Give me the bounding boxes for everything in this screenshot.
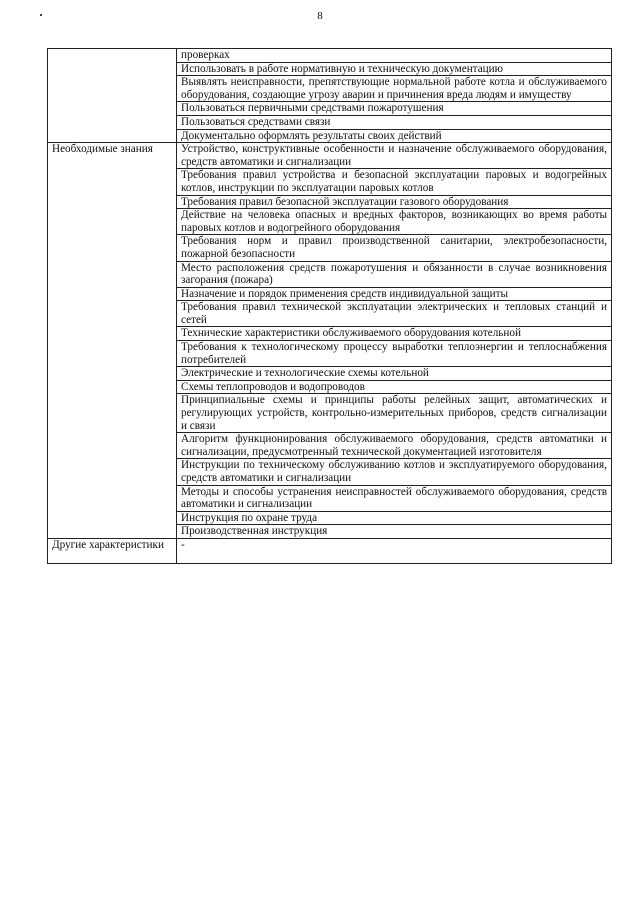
requirement-item: Производственная инструкция	[177, 525, 612, 539]
requirement-item: Назначение и порядок применения средств индивидуальной защиты	[177, 287, 612, 301]
requirement-item: проверках	[177, 49, 612, 63]
requirement-item: -	[177, 538, 612, 563]
requirement-item: Место расположения средств пожаротушения и обязанности в случае возникновения загорания (пожара)	[177, 261, 612, 287]
table-row	[48, 538, 612, 563]
section-label	[48, 49, 177, 143]
requirement-item: Алгоритм функционирования обслуживаемого оборудования, средств автоматики и сигнализации, предусмотренный технической документацией изготовителя	[177, 433, 612, 459]
requirement-item: Требования правил безопасной эксплуатации газового оборудования	[177, 195, 612, 209]
requirement-item: Устройство, конструктивные особенности и назначение обслуживаемого оборудования, средств автоматики и сигнализации	[177, 143, 612, 169]
requirement-item: Технические характеристики обслуживаемого оборудования котельной	[177, 327, 612, 341]
requirement-item: Документально оформлять результаты своих действий	[177, 129, 612, 143]
requirement-item: Выявлять неисправности, препятствующие нормальной работе котла и обслуживаемого оборудования, создающие угрозу аварии и причинения вреда людям и имуществу	[177, 76, 612, 102]
requirement-item: Инструкции по техническому обслуживанию котлов и эксплуатируемого оборудования, средств автоматики и сигнализации	[177, 459, 612, 485]
scan-dot	[40, 14, 42, 16]
requirement-item: Электрические и технологические схемы котельной	[177, 367, 612, 381]
requirement-item: Требования к технологическому процессу выработки теплоэнергии и теплоснабжения потребителей	[177, 341, 612, 367]
requirement-item: Требования правил устройства и безопасной эксплуатации паровых и водогрейных котлов, инструкции по эксплуатации паровых котлов	[177, 169, 612, 195]
requirement-item: Пользоваться первичными средствами пожаротушения	[177, 102, 612, 116]
table-row	[48, 143, 612, 169]
requirement-item: Принципиальные схемы и принципы работы релейных защит, автоматических и регулирующих устройств, контрольно-измерительных приборов, средств сигнализации и связи	[177, 394, 612, 433]
requirement-item: Методы и способы устранения неисправностей обслуживаемого оборудования, средств автоматики и сигнализации	[177, 485, 612, 511]
section-label: Необходимые знания	[48, 143, 177, 539]
table-row	[48, 49, 612, 63]
requirement-item: Требования норм и правил производственной санитарии, электробезопасности, пожарной безопасности	[177, 235, 612, 261]
requirement-item: Требования правил технической эксплуатации электрических и тепловых станций и сетей	[177, 301, 612, 327]
requirement-item: Использовать в работе нормативную и техническую документацию	[177, 62, 612, 76]
requirement-item: Действие на человека опасных и вредных факторов, возникающих во время работы паровых котлов и водогрейного оборудования	[177, 209, 612, 235]
requirement-item: Инструкция по охране труда	[177, 511, 612, 525]
requirement-item: Пользоваться средствами связи	[177, 115, 612, 129]
page-number: 8	[317, 10, 323, 22]
requirement-item: Схемы теплопроводов и водопроводов	[177, 380, 612, 394]
requirements-table	[47, 48, 612, 564]
section-label: Другие характеристики	[48, 538, 177, 563]
